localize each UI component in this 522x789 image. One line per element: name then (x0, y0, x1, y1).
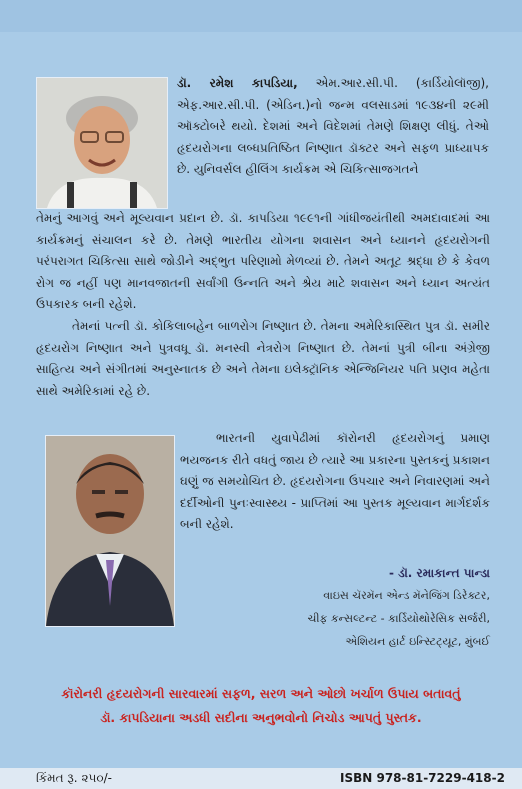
author-name: ડૉ. રમેશ કાપડિયા, (177, 76, 298, 90)
top-band (0, 0, 522, 32)
author-photo (36, 77, 168, 209)
isbn-label: ISBN 978-81-7229-418-2 (340, 771, 505, 785)
endorsement-text: ભારતની યુવાપેઢીમાં કૉરોનરી હૃદયરોગનું પ્રમાણ ભયજનક રીતે વધતું જાય છે ત્યારે આ પ્રકારના પુસ્તકનું પ્રકાશન ઘણું જ સમયોચિત છે. હૃદયરોગના ઉપચાર અને નિવારણમાં અને દર્દીઓની પુનઃસ્વાસ્થ્ય - પ્રાપ્તિમાં આ પુસ્તક મૂલ્યવાન માર્ગદર્શક બની રહેશે. (180, 431, 490, 532)
bio-family (36, 316, 490, 402)
endorser-title-2: ચીફ કન્સલ્ટન્ટ - કાર્ડિયોથોરેસિક સર્જરી, (307, 612, 490, 625)
endorser-title-3: એશિયન હાર્ટ ઇન્સ્ટિટ્યૂટ, મુંબઈ (345, 635, 490, 648)
bio-continued-text: તેમનું આગવું અને મૂલ્યવાન પ્રદાન છે. ડૉ. કાપડિયા ૧૯૯૧ની ગાંધીજયંતીથી અમદાવાદમાં આ કાર્યક્રમનું સંચાલન કરે છે. તેમણે ભારતીય યોગના શવાસન અને ધ્યાનને હૃદયરોગની પરંપરાગત ચિકિત્સા સાથે જોડીને અદ્ભુત પરિણામો મેળવ્યાં છે. તેમને અતૂટ શ્રદ્ધા છે કે કેવળ રોગ જ નહીં પણ માનવજાતની સર્વાંગી ઉન્નતિ અને શ્રેય માટે શવાસન અને ધ્યાન અત્યંત ઉપકારક બની રહેશે. (36, 211, 490, 312)
endorser-name: - ડૉ. રમાકાન્ત પાન્ડા (388, 566, 490, 580)
endorser-photo (45, 435, 175, 627)
bio-continued (36, 208, 490, 316)
tagline-line-1: કૉરોનરી હૃદયરોગની સારવારમાં સફળ, સરળ અને ઓછો ખર્ચાળ ઉપાય બતાવતું (61, 686, 461, 701)
price-label: કિંમત રૂ. ૨૫૦/- (36, 771, 112, 785)
endorser-title-1: વાઇસ ચૅરમૅન એન્ડ મૅનેજિંગ ડિરેક્ટર, (323, 589, 490, 602)
tagline-line-2: ડૉ. કાપડિયાના અડધી સદીના અનુભવોનો નિચોડ આપતું પુસ્તક. (100, 710, 422, 725)
bio-intro-text: એમ.આર.સી.પી. (કાર્ડિયોલૉજી), એફ.આર.સી.પી. (એડિન.)નો જન્મ વલસાડમાં ૧૯૩૪ની ૨૯મી ઑક્ટોબરે થયો. દેશમાં અને વિદેશમાં તેમણે શિક્ષણ લીધું. તેઓ હૃદયરોગના લબ્ધપ્રતિષ્ઠિત નિષ્ણાત ડૉક્ટર અને સફળ પ્રાધ્યાપક છે. યુનિવર્સલ હીલિંગ કાર્યક્રમ એ ચિકિત્સાજગતને (177, 76, 489, 177)
bio-intro (177, 73, 489, 181)
endorsement (180, 428, 490, 536)
bio-family-text: તેમનાં પત્ની ડૉ. કોકિલાબહેન બાળરોગ નિષ્ણાત છે. તેમના અમેરિકાસ્થિત પુત્ર ડૉ. સમીર હૃદયરોગ નિષ્ણાત અને પુત્રવધૂ ડૉ. મનસ્વી નેત્રરોગ નિષ્ણાત છે. તેમનાં પુત્રી બીના અંગ્રેજી સાહિત્ય અને સંગીતમાં અનુસ્નાતક છે અને તેમના ઇલેક્ટ્રૉનિક એન્જિનિયર પતિ પ્રણવ મહેતા સાથે અમેરિકામાં રહે છે. (36, 319, 490, 398)
